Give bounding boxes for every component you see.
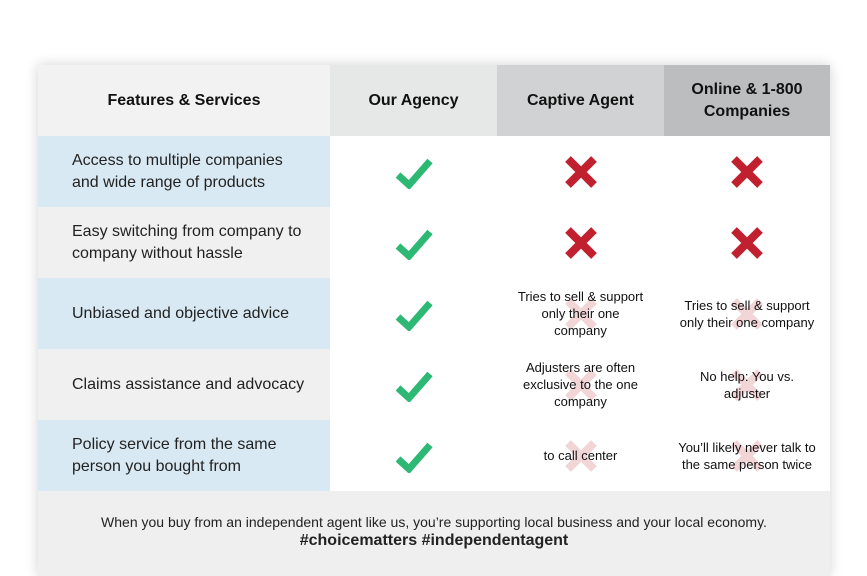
captive-note: Tries to sell & support only their one company: [517, 289, 644, 338]
feature-label: [38, 349, 330, 420]
feature-text: Easy switching from company to company without hassle: [72, 222, 302, 262]
header-our-agency: Our Agency: [330, 65, 497, 136]
online-cell: [664, 420, 830, 491]
captive-cell: [497, 207, 664, 278]
online-note: You’ll likely never talk to the same person twice: [678, 439, 816, 472]
our-agency-cell: [330, 278, 497, 349]
check-icon: [395, 226, 433, 260]
comparison-table: [38, 65, 830, 576]
check-icon: [395, 368, 433, 402]
footer-text: When you buy from an independent agent like us, you’re supporting local business and your local economy.: [101, 514, 767, 530]
online-cell: [664, 207, 830, 278]
feature-label: [38, 278, 330, 349]
captive-cell: [497, 278, 664, 349]
online-note: No help: You vs. adjuster: [700, 368, 794, 401]
online-cell: [664, 349, 830, 420]
feature-label: [38, 420, 330, 491]
our-agency-cell: [330, 349, 497, 420]
header-captive-agent: Captive Agent: [497, 65, 664, 136]
our-agency-cell: [330, 136, 497, 207]
header-online-companies: [664, 65, 830, 136]
feature-text: Policy service from the same person you bought from: [72, 435, 277, 475]
footer: [38, 491, 830, 576]
feature-text: Unbiased and objective advice: [72, 304, 290, 322]
online-cell: [664, 278, 830, 349]
footer-hashtags: #choicematters #independentagent: [299, 532, 569, 549]
our-agency-cell: [330, 420, 497, 491]
check-icon: [395, 439, 433, 473]
header-features: Features & Services: [38, 65, 330, 136]
x-icon: [728, 226, 766, 260]
x-icon: [728, 155, 766, 189]
captive-cell: [497, 420, 664, 491]
check-icon: [395, 155, 433, 189]
x-icon: [562, 226, 600, 260]
captive-cell: [497, 136, 664, 207]
captive-cell: [497, 349, 664, 420]
our-agency-cell: [330, 207, 497, 278]
online-note: Tries to sell & support only their one company: [679, 297, 815, 330]
captive-note: to call center: [543, 448, 618, 463]
x-icon: [562, 155, 600, 189]
feature-label: [38, 207, 330, 278]
captive-note: Adjusters are often exclusive to the one company: [523, 360, 638, 409]
table-grid: [38, 65, 830, 491]
check-icon: [395, 297, 433, 331]
feature-text: Claims assistance and advocacy: [72, 375, 305, 393]
feature-label: [38, 136, 330, 207]
header-online-label: Online & 1-800 Companies: [691, 80, 803, 120]
feature-text: Access to multiple companies and wide range of products: [72, 151, 283, 191]
online-cell: [664, 136, 830, 207]
